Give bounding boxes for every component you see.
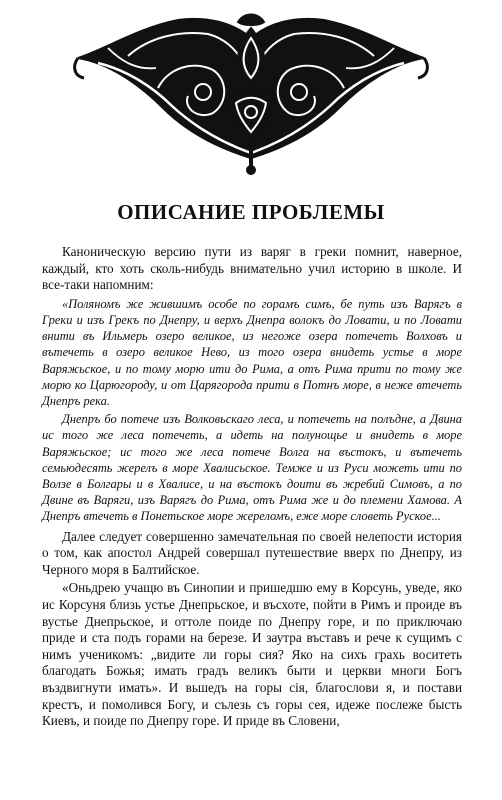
celtic-knot-ornament-icon [68, 8, 434, 176]
quote-paragraph-2: Днепръ бо потече изъ Волковьскаго леса, и потечеть на полъдне, а Двина ис того же леса потечеть, а идеть на полунощье и внидеть в море Варяжьское; ис того же леса потече Волга на въстокъ, и вътечеть семьюдесять жерелъ в море Хвалисьское. Темже и из Руси можеть ити по Волзе в Болгары и в Хвалисе, и на въстокъ доити въ жребий Симовъ, а по Двине въ Варяги, изъ Варягъ до Рима, отъ Рима же и до племени Хамова. А Днепръ втечеть в Понетьское море жереломъ, еже море словеть Руское... [42, 412, 462, 524]
paragraph-andrew: Далее следует совершенно замечательная по своей нелепости история о том, как апостол Андрей совершал путешествие вверх по Днепру, из Черного моря в Балтийское. [42, 528, 462, 577]
quote-paragraph-1: «Поляномъ же жившимъ особе по горамъ симъ, бе путь изъ Варягъ в Греки и изъ Грекъ по Днепру, и верхъ Днепра волокъ до Ловати, и по Ловати внити въ Ильмерь озеро великое, из негоже озера потечеть Волховъ и вътечеть в озеро великое Нево, из того озера внидеть устье в море Варяжьское, и по тому морю ити до Рима, а отъ Рима прити по тому же морю ко Царюгороду, и от Царягорода прити в Потнъ море, в неже втечеть Днепръ река. [42, 296, 462, 408]
paragraph-intro: Каноническую версию пути из варяг в греки помнит, наверное, каждый, кто хоть сколь-нибудь внимательно учил историю в школе. И все-таки напомним: [42, 244, 462, 293]
body-text [42, 244, 462, 732]
chapter-title: ОПИСАНИЕ ПРОБЛЕМЫ [117, 200, 385, 224]
paragraph-chronicle: «Оньдрею учащю въ Синопии и пришедшю ему в Корсунь, уведе, яко ис Корсуня близь устье Днепрьское, и въсхоте, пойти в Римъ и проиде въ вустье Днепрьское, и оттоле поиде по Днепру горе, и по приключаю приде и ста подъ горами на березе. И заутра въставъ и рече к сущимъ с нимъ ученикомъ: „видите ли горы сия? Яко на сихъ грахь воситеть благодать Божья; имать градъ великъ быти и церкви многи Богъ въздвигнути имать». И вьшедъ на горы сія, благослови я, и постави крестъ, и помолився Богу, и сълезь съ горы сея, идеже послеже бысть Киевъ, и поиде по Днепру горе. И приде въ Словени, [42, 580, 462, 729]
